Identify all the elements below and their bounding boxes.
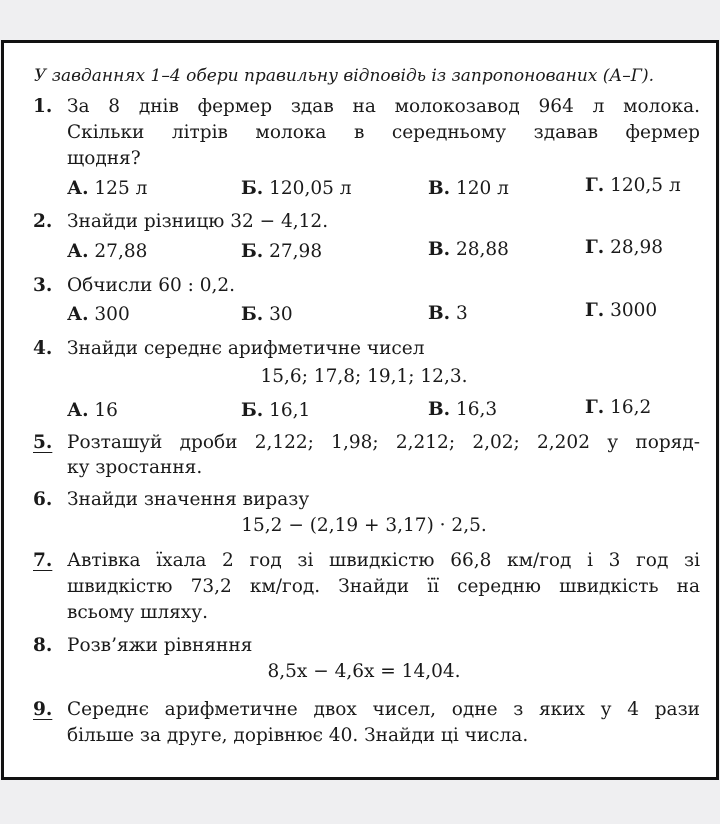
task-8-formula: 8,5x − 4,6x = 14,04.: [267, 661, 461, 682]
task-4-answer-a: А. 16: [67, 400, 118, 421]
task-3-answer-v: В. 3: [428, 303, 468, 324]
task-7-text-line: Автівка їхала 2 год зі швидкістю 66,8 км/год і 3 год зі: [67, 550, 700, 571]
task-7-number: 7.: [33, 550, 53, 571]
task-5-text-line: ку зростання.: [67, 457, 203, 478]
task-3-answer-b: Б. 30: [241, 304, 293, 325]
task-6-formula: 15,2 − (2,19 + 3,17) · 2,5.: [241, 515, 487, 536]
task-6-number: 6.: [33, 489, 53, 510]
task-8-text: Розв’яжи рівняння: [67, 635, 253, 656]
task-1-text-line: За 8 днів фермер здав на молокозавод 964 л молока.: [67, 96, 700, 117]
task-1-answer-a: А. 125 л: [67, 178, 148, 199]
task-5-number: 5.: [33, 432, 53, 453]
task-9-number: 9.: [33, 699, 53, 720]
task-4-answer-v: В. 16,3: [428, 399, 498, 420]
task-1-answer-v: В. 120 л: [428, 178, 509, 199]
task-2-answer-v: В. 28,88: [428, 239, 509, 260]
task-3-answer-a: А. 300: [67, 304, 130, 325]
task-2-answer-b: Б. 27,98: [241, 241, 323, 262]
task-2-number: 2.: [33, 211, 53, 232]
task-2-text: Знайди різницю 32 − 4,12.: [67, 211, 329, 232]
task-4-answer-g: Г. 16,2: [585, 397, 652, 418]
task-2-answer-a: А. 27,88: [67, 241, 148, 262]
task-sheet: [1, 40, 719, 780]
task-7-text-line: всьому шляху.: [67, 602, 208, 623]
task-3-number: 3.: [33, 275, 53, 296]
task-6-text: Знайди значення виразу: [67, 489, 310, 510]
task-1-text-line: Скільки літрів молока в середньому здавав фермер: [67, 122, 700, 143]
task-4-text: Знайди середнє арифметичне чисел: [67, 338, 425, 359]
task-4-number: 4.: [33, 338, 53, 359]
task-1-number: 1.: [33, 96, 53, 117]
task-4-formula: 15,6; 17,8; 19,1; 12,3.: [260, 366, 468, 387]
instructions: У завданнях 1–4 обери правильну відповідь із запропонованих (А–Г).: [34, 66, 655, 86]
task-1-text-line: щодня?: [67, 148, 141, 169]
task-2-answer-g: Г. 28,98: [585, 237, 664, 258]
task-7-text-line: швидкістю 73,2 км/год. Знайди її середню швидкість на: [67, 576, 700, 597]
task-1-answer-b: Б. 120,05 л: [241, 178, 352, 199]
task-9-text-line: Середнє арифметичне двох чисел, одне з яких у 4 рази: [67, 699, 700, 720]
task-3-answer-g: Г. 3000: [585, 300, 658, 321]
task-3-text: Обчисли 60 : 0,2.: [67, 275, 236, 296]
task-8-number: 8.: [33, 635, 53, 656]
task-5-text-line: Розташуй дроби 2,122; 1,98; 2,212; 2,02; 2,202 у поряд-: [67, 432, 700, 453]
task-1-answer-g: Г. 120,5 л: [585, 175, 681, 196]
task-9-text-line: більше за друге, дорівнює 40. Знайди ці числа.: [67, 725, 529, 746]
task-4-answer-b: Б. 16,1: [241, 400, 311, 421]
